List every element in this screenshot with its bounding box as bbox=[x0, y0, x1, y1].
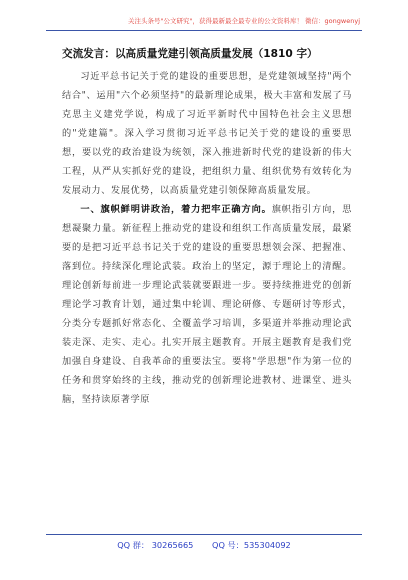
intro-paragraph: 习近平总书记关于党的建设的重要思想，是党建领域坚持"两个结合"、运用"六个必须坚持"的最新理论成果，极大丰富和发展了马克思主义建党学说，构成了习近平新时代中国特色社会主义思想的"党建篇"。深入学习贯彻习近平总书记关于党的建设的重要思想，要以党的政治建设为统领，深入推进新时代党的建设新的伟大工程，从严从实抓好党的建设，把组织力量、组织优势有效转化为发展动力、发展优势，以高质量党建引领保障高质量发展。 bbox=[62, 71, 352, 196]
section-heading: 一、旗帜鲜明讲政治，着力把牢正确方向。 bbox=[80, 204, 272, 215]
footer bbox=[0, 540, 408, 551]
footer-qq-group: QQ 群： 30265665 bbox=[117, 540, 194, 550]
section-body: 旗帜指引方向，思想凝聚力量。新征程上推动党的建设和组织工作高质量发展，最紧要的是把习近平总书记关于党的建设的重要思想领会深、把握准、落到位。持续深化理论武装。政治上的坚定，源于理论上的清醒。理论创新每前进一步理论武装就要跟进一步。要持续推进党的创新理论学习教育计划，通过集中轮训、理论研修、专题研讨等形式，分类分专题抓好常态化、全覆盖学习培训，多渠道并举推动理论武装走深、走实、走心。扎实开展主题教育。开展主题教育是我们党加强自身建设、自我革命的重要法宝。要将"学思想"作为第一位的任务和贯穿始终的主线，推动党的创新理论进教材、进课堂、进头脑，坚持读原著学原 bbox=[62, 204, 352, 405]
document-body bbox=[62, 46, 352, 409]
header-banner: 关注头条号"公文研究"，获得最新最全最专业的公文资料库！ 微信：gongwenyj bbox=[128, 17, 360, 25]
footer-rule bbox=[46, 534, 362, 535]
document-title: 交流发言：以高质量党建引领高质量发展（1810 字） bbox=[62, 48, 318, 60]
header-rule bbox=[46, 30, 362, 31]
footer-qq-number: QQ 号：535304092 bbox=[212, 540, 291, 550]
section-paragraph bbox=[62, 200, 352, 409]
